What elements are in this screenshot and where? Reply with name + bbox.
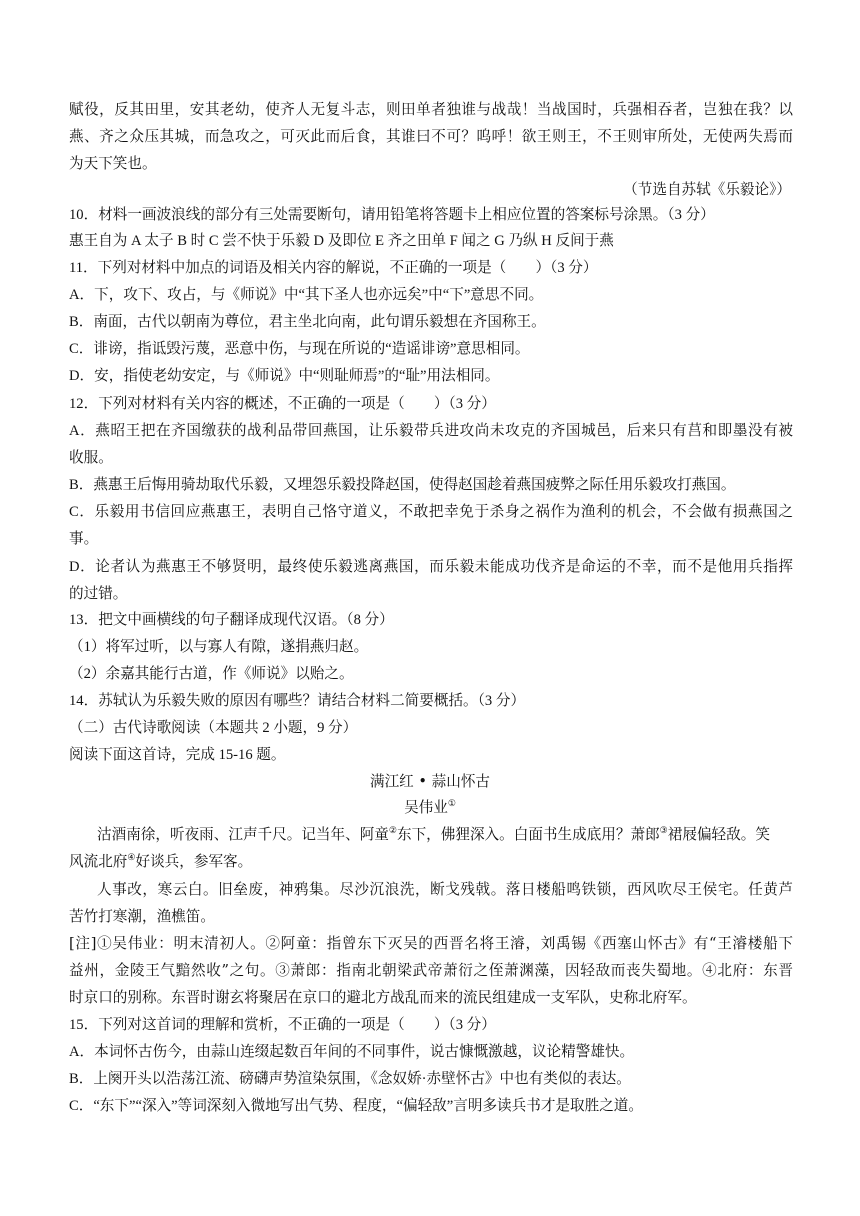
option-a: A．本词怀古伤今，由蒜山连缀起数百年间的不同事件，说古慷慨激越，议论精警雄快。 bbox=[69, 1044, 635, 1060]
poem-text: 好谈兵，参军客。 bbox=[135, 853, 253, 870]
option-c-cont: 事。 bbox=[69, 531, 99, 547]
option-b: B．上阕开头以浩荡江流、磅礴声势渲染氛围，《念奴娇·赤壁怀古》中也有类似的表达。 bbox=[69, 1071, 631, 1087]
poem-text: 风流北府 bbox=[69, 853, 128, 870]
question-13-stem: 13．把文中画横线的句子翻译成现代汉语。（8 分） bbox=[69, 612, 394, 628]
footnote-line: 时京口的别称。东晋时谢玄将聚居在京口的避北方战乱而来的流民组建成一支军队，史称北府军。 bbox=[69, 989, 697, 1006]
poem-author-name: 吴伟业 bbox=[404, 799, 448, 816]
option-a: A．燕昭王把在齐国缴获的战利品带回燕国，让乐毅带兵进攻尚未攻克的齐国城邑，后来只有莒和即墨没有被 bbox=[69, 423, 793, 439]
option-d: D．安，指使老幼安定，与《师说》中“则耻师焉”的“耻”用法相同。 bbox=[69, 368, 500, 384]
question-11-stem: 11．下列对材料中加点的词语及相关内容的解说，不正确的一项是（ ）（3 分） bbox=[69, 260, 598, 276]
option-a-cont: 收服。 bbox=[69, 450, 113, 466]
translation-item-1: （1）将军过听，以与寡人有隙，遂捐燕归赵。 bbox=[69, 639, 369, 655]
footnote-mark: ④ bbox=[127, 853, 136, 864]
option-d-cont: 的过错。 bbox=[69, 586, 128, 602]
poem-title: 满江红 • 蒜山怀古 bbox=[369, 773, 491, 790]
poem-author bbox=[0, 798, 860, 818]
question-14-stem: 14．苏轼认为乐毅失败的原因有哪些？请结合材料二简要概括。（3 分） bbox=[69, 693, 526, 709]
poem-text: 东下，佛狸深入。白面书生成底用？萧郎 bbox=[396, 826, 660, 843]
poem-line: 人事改，寒云白。旧垒废，神鸦集。尽沙沉浪洗，断戈残戟。落日楼船鸣铁锁，西风吹尽王侯宅。任黄芦 bbox=[97, 881, 793, 898]
poem-text: 沽酒南徐，听夜雨、江声千尺。记当年、阿童 bbox=[97, 826, 389, 843]
option-b: B．南面，古代以朝南为尊位，君主坐北向南，此句谓乐毅想在齐国称王。 bbox=[69, 314, 546, 330]
poem-line bbox=[97, 825, 793, 845]
option-b: B．燕惠王后悔用骑劫取代乐毅，又埋怨乐毅投降赵国，使得赵国趁着燕国疲弊之际任用乐毅攻打燕国。 bbox=[69, 477, 736, 493]
question-10-text: 惠王自为 A 太子 B 时 C 尝不快于乐毅 D 及即位 E 齐之田单 F 闻之 G 乃纵 H 反间于燕 bbox=[69, 233, 614, 249]
footnote-mark: ② bbox=[388, 826, 397, 837]
option-d: D．论者认为燕惠王不够贤明，最终使乐毅逃离燕国，而乐毅未能成功伐齐是命运的不幸，而不是他用兵指挥 bbox=[69, 559, 793, 575]
passage-line: 赋役，反其田里，安其老幼，使齐人无复斗志，则田单者独谁与战哉！当战国时，兵强相吞者，岂独在我？以 bbox=[69, 101, 793, 118]
option-c: C．乐毅用书信回应燕惠王，表明自己恪守道义，不敢把幸免于杀身之祸作为渔利的机会，不会做有损燕国之 bbox=[69, 504, 793, 520]
footnote-line: 益州，金陵王气黯然收”之句。③萧郎：指南北朝梁武帝萧衍之侄萧渊藻，因轻敌而丧失蜀地。④北府：东晋 bbox=[69, 962, 793, 979]
question-12-stem: 12．下列对材料有关内容的概述，不正确的一项是（ ）（3 分） bbox=[69, 396, 496, 412]
footnote-line: [注]①吴伟业：明末清初人。②阿童：指曾东下灭吴的西晋名将王濬，刘禹锡《西塞山怀古》有“王濬楼船下 bbox=[69, 935, 793, 952]
passage-source: （节选自苏轼《乐毅论》） bbox=[623, 181, 791, 198]
option-c: C．诽谤，指诋毁污蔑，恶意中伤，与现在所说的“造谣诽谤”意思相同。 bbox=[69, 341, 530, 357]
option-a: A．下，攻下、攻占，与《师说》中“其下圣人也亦远矣”中“下”意思不同。 bbox=[69, 287, 544, 303]
poem-text: 裙屐偏轻敌。笑 bbox=[667, 826, 770, 843]
poem-line bbox=[69, 852, 793, 872]
passage-line: 燕、齐之众压其城，而急攻之，可灭此而后食，其谁曰不可？呜呼！欲王则王，不王则审所处，无使两失焉而 bbox=[69, 128, 793, 145]
question-10-stem: 10．材料一画波浪线的部分有三处需要断句，请用铅笔将答题卡上相应位置的答案标号涂黑。（3 分） bbox=[69, 207, 715, 223]
section-heading: （二）古代诗歌阅读（本题共 2 小题，9 分） bbox=[69, 720, 358, 736]
passage-line: 为天下笑也。 bbox=[69, 155, 157, 172]
poem-line: 苦竹打寒潮，渔樵笛。 bbox=[69, 908, 215, 925]
footnote-mark: ① bbox=[447, 799, 456, 810]
section-instruction: 阅读下面这首诗，完成 15-16 题。 bbox=[69, 747, 286, 763]
question-15-stem: 15．下列对这首词的理解和赏析，不正确的一项是（ ）（3 分） bbox=[69, 1017, 496, 1033]
option-c: C．“东下”“深入”等词深刻入微地写出气势、程度，“偏轻敌”言明多读兵书才是取胜之道。 bbox=[69, 1098, 643, 1114]
footnote-mark: ③ bbox=[659, 826, 668, 837]
translation-item-2: （2）余嘉其能行古道，作《师说》以贻之。 bbox=[69, 666, 354, 682]
